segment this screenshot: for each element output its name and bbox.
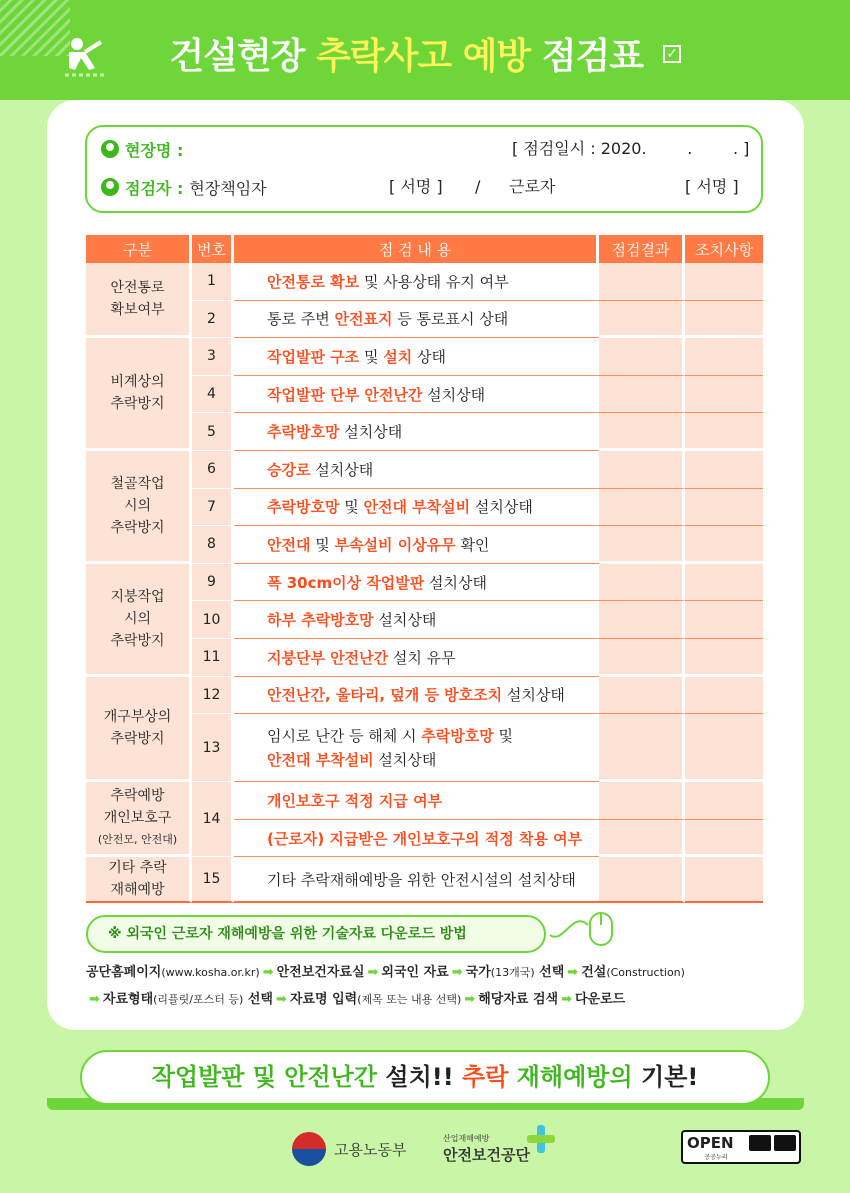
slogan-part-2: 설치!! [377, 1063, 463, 1091]
check-item-text [234, 526, 599, 564]
category-line: 시의 [123, 610, 152, 627]
row-number: 3 [192, 338, 234, 376]
ministry-logo [292, 1132, 406, 1166]
action-cell[interactable] [685, 413, 763, 451]
category-cell [86, 338, 192, 451]
result-cell[interactable] [599, 782, 685, 820]
category-cell [86, 677, 192, 783]
row-number: 10 [192, 601, 234, 639]
category-cell [86, 263, 192, 338]
category-line: 지붕작업 [110, 588, 165, 605]
action-cell[interactable] [685, 263, 763, 301]
step-suffix: 선택 [534, 965, 565, 980]
title-part-2: 추락사고 예방 [316, 36, 531, 77]
result-cell[interactable] [599, 451, 685, 489]
plain-text: 설치상태 [502, 686, 565, 705]
arrow-icon: ➡ [451, 965, 463, 980]
header-band [0, 0, 850, 100]
arrow-icon: ➡ [464, 992, 476, 1007]
highlight-text: 작업발판 단부 안전난간 [267, 385, 423, 404]
category-line: 추락방지 [110, 730, 165, 747]
check-item-text [234, 489, 599, 527]
plain-text: 설치상태 [424, 573, 488, 592]
highlight-text: 설치 [383, 347, 413, 366]
agency-logo [443, 1133, 530, 1165]
table-row [86, 338, 763, 376]
action-cell[interactable] [685, 526, 763, 564]
download-steps-line-2 [86, 989, 776, 1011]
header-content: 점 검 내 용 [234, 235, 599, 263]
plain-text: 설치상태 [310, 460, 374, 479]
row-number: 11 [192, 639, 234, 677]
result-cell[interactable] [599, 820, 685, 858]
highlight-text: 추락방호망 [421, 726, 494, 745]
agency-name: 안전보건공단 [443, 1146, 530, 1164]
slogan-part-1: 작업발판 및 안전난간 [151, 1063, 378, 1091]
step-label: 외국인 자료 [381, 965, 449, 980]
check-item-text [234, 601, 599, 639]
title-part-1: 건설현장 [169, 36, 305, 77]
check-item-text [234, 451, 599, 489]
plain-text: 임시로 난간 등 해체 시 [267, 726, 422, 745]
table-row [86, 782, 763, 820]
result-cell[interactable] [599, 526, 685, 564]
plain-text: 설치상태 [373, 750, 437, 769]
table-row [86, 677, 763, 715]
title-part-3: 점검표 [541, 36, 644, 77]
person-icon [101, 178, 119, 196]
agency-subtitle: 산업재해예방 [443, 1134, 490, 1143]
row-number: 13 [192, 714, 234, 782]
step-label: 안전보건자료실 [276, 965, 365, 980]
check-item-text [234, 857, 599, 903]
site-row [101, 137, 183, 161]
check-item-text [234, 376, 599, 414]
ministry-name: 고용노동부 [334, 1140, 407, 1159]
attribution-icon [749, 1135, 771, 1151]
row-number: 14 [192, 782, 234, 857]
plain-text: 및 사용상태 유지 여부 [359, 272, 509, 291]
category-cell [86, 782, 192, 857]
step-note: (리플릿/포스터 등) [153, 993, 244, 1006]
row-number: 15 [192, 857, 234, 903]
action-cell[interactable] [685, 376, 763, 414]
arrow-icon: ➡ [89, 992, 100, 1007]
arrow-icon: ➡ [567, 965, 579, 980]
action-cell[interactable] [685, 601, 763, 639]
category-line: 개구부상의 [103, 708, 172, 725]
plain-text: 설치상태 [373, 611, 437, 630]
result-cell[interactable] [599, 857, 685, 903]
highlight-text: 추락방호망 [267, 423, 340, 442]
sign-label-1: [ 서명 ] [389, 177, 443, 196]
slogan-part-4: 재해예방의 [508, 1063, 633, 1091]
result-cell[interactable] [599, 714, 685, 782]
step-label: 자료명 입력 [289, 992, 358, 1007]
plain-text: 통로 주변 [267, 310, 335, 329]
plain-text: 설치 유무 [388, 648, 456, 667]
category-line: 재해예방 [110, 882, 165, 899]
step-label: 자료형태 [102, 992, 154, 1007]
check-item-text [234, 301, 599, 339]
category-line: 추락방지 [110, 396, 165, 413]
step-label: 공단홈페이지 [86, 965, 162, 980]
result-cell[interactable] [599, 639, 685, 677]
table-row [86, 564, 763, 602]
highlight-text: 작업발판 구조 [267, 347, 360, 366]
result-cell[interactable] [599, 413, 685, 451]
category-line: 추락예방 [110, 788, 165, 805]
action-cell[interactable] [685, 639, 763, 677]
category-line: 추락방지 [110, 519, 165, 536]
highlight-text: 폭 30cm이상 작업발판 [267, 573, 425, 592]
check-item-text [234, 714, 599, 782]
plain-text: 및 [339, 498, 364, 517]
category-line: 기타 추락 [108, 860, 167, 877]
highlight-text: 승강로 [267, 460, 311, 479]
sign-label-2: [ 서명 ] [685, 177, 739, 196]
step-label: 다운로드 [574, 992, 626, 1007]
row-number: 1 [192, 263, 234, 301]
noncommercial-icon [774, 1135, 796, 1151]
result-cell[interactable] [599, 338, 685, 376]
step-suffix: 선택 [243, 992, 273, 1007]
info-box [85, 125, 763, 213]
highlight-text: 안전대 부착설비 [267, 750, 374, 769]
plain-text: 및 [493, 726, 513, 745]
action-cell[interactable] [685, 714, 763, 782]
highlight-text: 안전표지 [334, 310, 393, 329]
plain-text: 설치상태 [470, 498, 533, 517]
plain-text: 기타 추락재해예방을 위한 안전시설의 설치상태 [267, 870, 576, 889]
plain-text: 상태 [412, 347, 446, 366]
result-cell[interactable] [599, 601, 685, 639]
table-row [86, 857, 763, 903]
check-item-text [234, 338, 599, 376]
category-line: 개인보호구 [103, 810, 172, 827]
step-note: (www.kosha.or.kr) [161, 966, 260, 979]
building-icon [101, 140, 119, 158]
download-title: ※ 외국인 근로자 재해예방을 위한 기술자료 다운로드 방법 [86, 915, 546, 953]
action-cell[interactable] [685, 338, 763, 376]
highlight-text: 안전통로 확보 [267, 272, 360, 291]
arrow-icon: ➡ [262, 965, 274, 980]
date-label: [ 점검일시 : 2020. . . ] [512, 139, 750, 158]
highlight-text: 안전대 부착설비 [363, 498, 471, 517]
highlight-text: 부속설비 이상유무 [334, 535, 456, 554]
category-line: 추락방지 [110, 632, 165, 649]
check-item-text [234, 413, 599, 451]
site-label: 현장명 : [125, 140, 184, 160]
table-header-row [86, 235, 763, 263]
highlight-text: 안전난간, 울타리, 덮개 등 방호조치 [267, 686, 503, 705]
slogan-banner [80, 1050, 770, 1105]
action-cell[interactable] [685, 564, 763, 602]
check-item-text [234, 639, 599, 677]
row-number: 6 [192, 451, 234, 489]
checklist-table [86, 235, 763, 903]
inspector-value: 현장책임자 [189, 178, 267, 198]
page-title [0, 28, 850, 79]
row-number: 7 [192, 489, 234, 527]
action-cell[interactable] [685, 857, 763, 903]
plain-text: 설치상태 [422, 385, 486, 404]
checkbox-icon: ✓ [663, 45, 681, 63]
result-cell[interactable] [599, 564, 685, 602]
inspector-row [101, 175, 267, 199]
category-cell [86, 451, 192, 564]
slash: / [475, 177, 481, 196]
action-cell[interactable] [685, 451, 763, 489]
slogan-part-3: 추락 [462, 1063, 509, 1091]
action-cell[interactable] [685, 820, 763, 858]
plain-text: 확인 [455, 535, 490, 554]
result-cell[interactable] [599, 376, 685, 414]
step-note: (13개국) [490, 966, 535, 979]
highlight-text: (근로자) 지급받은 개인보호구의 적정 착용 여부 [267, 829, 583, 848]
plain-text: 등 통로표시 상태 [392, 310, 509, 329]
result-cell[interactable] [599, 263, 685, 301]
highlight-text: 개인보호구 적정 지급 여부 [267, 791, 443, 810]
slogan-part-5: 기본! [632, 1063, 699, 1091]
highlight-text: 하부 추락방호망 [267, 611, 374, 630]
row-number: 2 [192, 301, 234, 339]
header-number: 번호 [192, 235, 234, 263]
header-result: 점검결과 [599, 235, 685, 263]
category-cell [86, 564, 192, 677]
inspector-label: 점검자 : [125, 178, 184, 198]
arrow-icon: ➡ [561, 992, 572, 1007]
action-cell[interactable] [685, 489, 763, 527]
check-item-text [234, 782, 599, 820]
check-item-text [234, 564, 599, 602]
highlight-text: 안전대 [267, 535, 311, 554]
row-number: 4 [192, 376, 234, 414]
category-cell [86, 857, 192, 903]
agency-cross-icon [525, 1123, 557, 1155]
arrow-icon: ➡ [367, 965, 379, 980]
download-steps-line-1 [86, 962, 776, 984]
step-label: 건설 [581, 965, 607, 980]
open-label: OPEN [687, 1134, 734, 1152]
mouse-icon [548, 905, 618, 953]
plain-text: 설치상태 [339, 423, 403, 442]
category-line: 안전통로 [110, 280, 165, 297]
open-license-badge [681, 1130, 801, 1164]
row-number: 5 [192, 413, 234, 451]
row-number: 9 [192, 564, 234, 602]
table-row [86, 263, 763, 301]
step-note: (제목 또는 내용 선택) [357, 993, 462, 1006]
row-number: 12 [192, 677, 234, 715]
result-cell[interactable] [599, 489, 685, 527]
plain-text: 및 [359, 347, 384, 366]
action-cell[interactable] [685, 782, 763, 820]
step-note: (Construction) [606, 966, 685, 979]
check-item-text [234, 677, 599, 715]
taegeuk-icon [292, 1132, 326, 1166]
highlight-text: 추락방호망 [267, 498, 340, 517]
table-row [86, 451, 763, 489]
category-line: 시의 [123, 497, 152, 514]
action-cell[interactable] [685, 301, 763, 339]
plain-text: 및 [310, 535, 335, 554]
result-cell[interactable] [599, 677, 685, 715]
category-line: 확보여부 [110, 302, 165, 319]
check-item-text [234, 263, 599, 301]
open-sublabel: 공공누리 [704, 1154, 728, 1161]
step-label: 해당자료 검색 [478, 992, 559, 1007]
worker-label: 근로자 [509, 177, 556, 196]
header-action: 조치사항 [685, 235, 763, 263]
step-label: 국가 [465, 965, 491, 980]
action-cell[interactable] [685, 677, 763, 715]
highlight-text: 지붕단부 안전난간 [267, 648, 389, 667]
result-cell[interactable] [599, 301, 685, 339]
header-category: 구분 [86, 235, 192, 263]
category-note: (안전모, 안전대) [97, 833, 178, 847]
table-body [86, 263, 763, 903]
category-line: 철골작업 [110, 475, 165, 492]
category-line: 비계상의 [110, 374, 165, 391]
row-number: 8 [192, 526, 234, 564]
check-item-text [234, 820, 599, 858]
arrow-icon: ➡ [275, 992, 287, 1007]
